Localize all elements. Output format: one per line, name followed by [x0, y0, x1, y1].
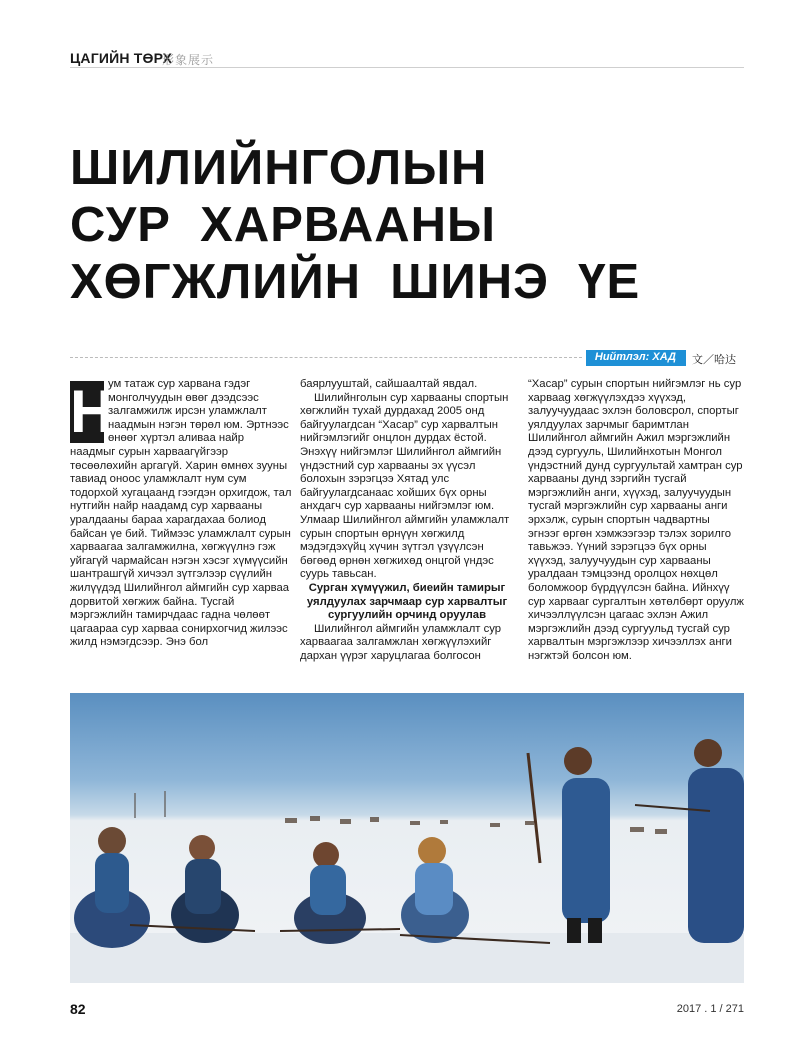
section-title: ЦАГИЙН ТӨРХ — [70, 50, 173, 66]
paragraph: ум татаж сур харвана гэдэг монголчуудын өвөг дээдсээс залгамжилж ирсэн уламжлалт наадмын нэгэн төрөл юм. Эртнээс өнөөг хүртэл аливаа найр наадмыг сурын харваагүйгээр төсөөлөхийн аргагүй. Харин өмнөх зууны тавиад оноос уламжлалт нум сум тодорхой хугацаанд гээгдэн орхигдож, тал нутгийн найр наадамд сур харвааны уралдааны бараа харагдахаа болиод байсан үе бий. Тиймээс уламжлалт сурын харваагаа залгамжилна, хөгжүүлнэ гэж уйгагүй чармайсан нэгэн хэсэг хүмүүсийн шантрашгүй хичээл зүтгэлээр сүүлийн жилүүдэд Шилийнгол аймгийн сур харваа дорвитой хөгжиж байна. Тусгай мэргэжлийн тамирчдаас гадна чөлөөт цагаараа сур харваа сонирхогчид жилээс жилд нэмэгдсээр. Энэ бол — [70, 378, 292, 649]
section-header — [70, 46, 744, 70]
article-column-2 — [300, 378, 514, 663]
article-column-3 — [528, 378, 744, 663]
article-subheading: Сурган хүмүүжил, биеийн тамирыг уялдуулах зарчмаар сур харвалтыг сургуулийн орчинд оруулав — [306, 581, 508, 622]
title-line-1: ШИЛИЙНГОЛЫН — [70, 141, 488, 195]
byline-divider — [70, 357, 582, 358]
title-line-2: СУР ХАРВААНЫ — [70, 198, 496, 252]
author-tag — [586, 350, 686, 366]
page-number: 82 — [70, 1001, 86, 1017]
title-line-3: ХӨГЖЛИЙН ШИНЭ ҮЕ — [70, 255, 641, 309]
issue-number: 2017 . 1 / 271 — [676, 1003, 744, 1015]
paragraph: баярлууштай, сайшаалтай явдал. — [300, 378, 478, 390]
section-title-cn: 形象展示 — [162, 53, 215, 67]
drop-cap: Н — [70, 378, 114, 445]
article-column-1 — [70, 378, 292, 650]
header-rule — [70, 67, 744, 68]
byline — [586, 350, 746, 366]
article-title — [70, 140, 750, 311]
author-name: Нийтлэл: ХАД — [594, 351, 676, 363]
paragraph: Шилийнголын сур харвааны спортын хөгжлийн тухай дурдахад 2005 онд байгуулагдсан “Хасар” сур харвалтын нийгэмлэгийг онцлон дурдах ёстой. Энэхүү нийгэмлэг Шилийнгол аймгийн үндэстний сур харвааны эх үүсэл болохын зэрэгцээ Хятад улс байгуулагдсанаас хойших бүх орны анхдагч сур харвааны нийгэмлэг юм. Улмаар Шилийнгол аймгийн уламжлалт сурын спортын өрнүүн хөгжилд мэдэгдэхүйц хүчин зүтгэл үзүүлсэн бөгөөд өрнөн хөгжихөд онцгой үндэс суурь тавьсан. — [300, 391, 510, 581]
paragraph: Шилийнгол аймгийн уламжлалт сур харваагаа залгамжлан хөгжүүлэхийг дархан үүрэг харуцлагаа болгосон — [300, 622, 502, 662]
archers-photo — [70, 693, 744, 983]
archers-photo-illustration — [70, 693, 744, 983]
paragraph: “Хасар” сурын спортын нийгэмлэг нь сур харваag хөгжүүлэхдээ хүүхэд, залуучуудаас эхлэн боловсрол, спортыг уялдуулах зарчмыг баримтлан Шилийнгол аймгийн Ажил мэргэжлийн дээд сургууль, Шилийнхотын Монгол үндэстний дунд сургуультай хамтран сур харвааны дунд зэргийн тусгай мэргэжлийн анги, хүүхэд, залуучуудын тусгай мэргэжлийн сур харвааны анги эрхэлж, сурын спортын чадвартны эгнээг өргөн хэмжээгээр тэлэх зорилго тавьжээ. Үүний зэрэгцээ бүх орны хүүхэд, залуучуудын сур харвааны уралдаан тэмцээнд оролцох нөхцөл боломжоор бүрдүүлсэн байна. Ийнхүү сур харвааг сургалтын хөтөлбөрт оруулж хичээллүүлсэн цагаас эхлэн Ажил мэргэжлийн дээд сургуульд тусгай сур харвалтын мэргэжлээр хичээллэх анги нэгжтэй болсон юм. — [528, 378, 744, 662]
author-name-cn: 文／哈达 — [692, 354, 736, 366]
